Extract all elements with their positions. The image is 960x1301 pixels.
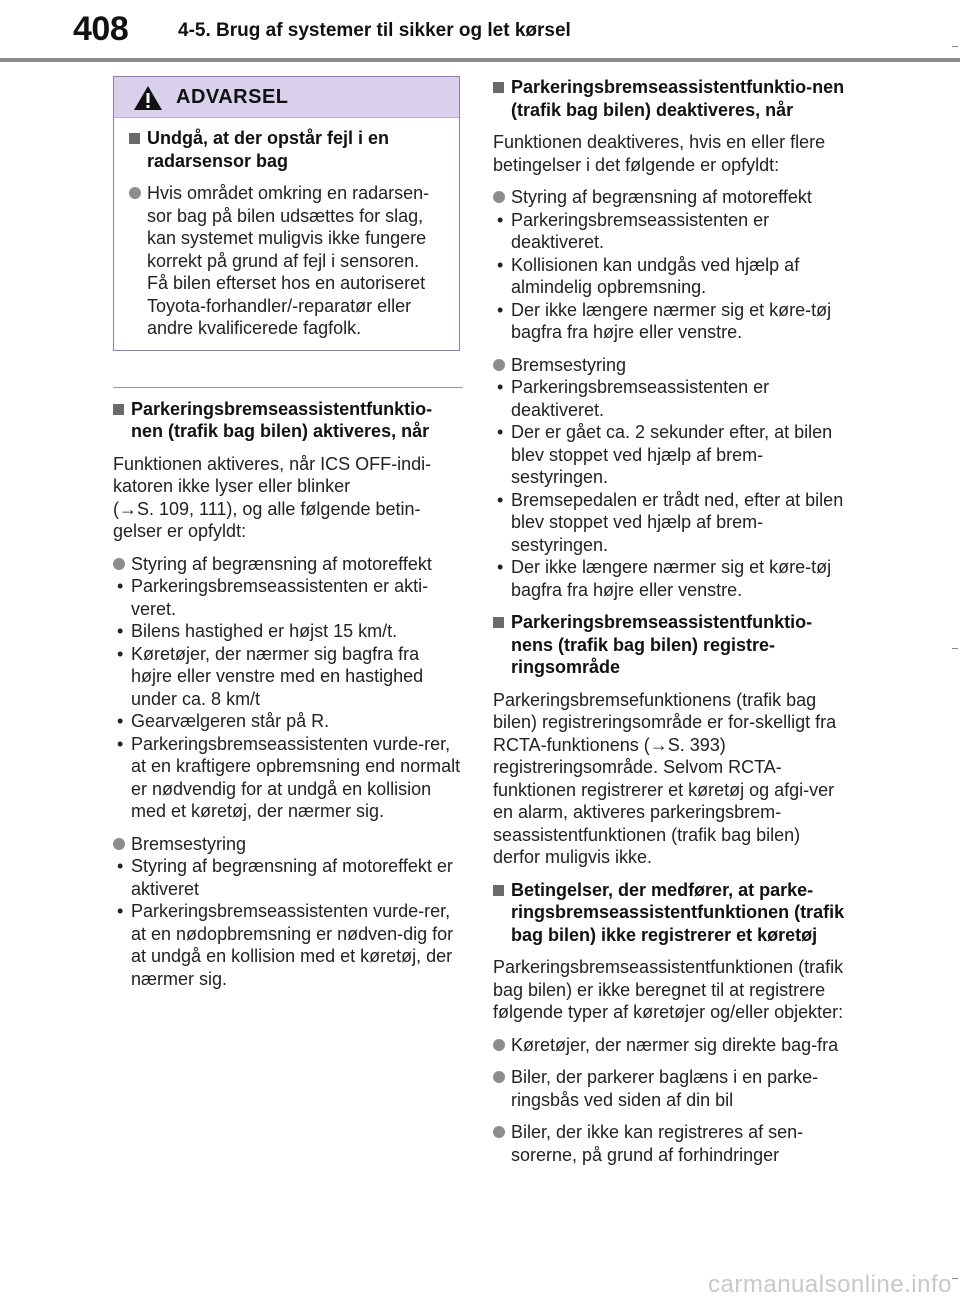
paragraph: Parkeringsbremseassistentfunktionen (trafik bag bilen) er ikke beregnet til at registrere følgende typer af køretøjer og/eller objekter: [493,957,844,1022]
page-header [0,0,960,64]
square-bullet-icon [493,617,504,628]
bullet-mark: • [117,643,124,664]
paragraph [113,453,463,543]
bullet-item [493,489,845,557]
group-title [113,833,463,856]
bullet-mark: • [497,209,504,230]
bullet-item [493,299,845,344]
group-title-text: Bremsestyring [131,833,247,854]
bullet-text: Parkeringsbremseassistenten er akti-veret. [131,576,429,619]
bullet-mark: • [117,576,124,596]
group-title [493,354,845,377]
bullet-item [113,620,463,643]
margin-tick [952,46,958,47]
section-heading [493,76,845,121]
circle-bullet-icon [493,1126,505,1138]
circle-bullet-icon [493,1039,505,1051]
bullet-mark: • [497,489,504,510]
circle-bullet-icon [493,359,505,371]
list-item [493,1034,845,1057]
list-item-text: Biler, der ikke kan registreres af sen-sorerne, på grund af forhindringer [511,1122,804,1165]
group-title-text: Styring af begrænsning af motoreffekt [511,187,812,207]
section-heading [113,398,463,443]
bullet-text: Parkeringsbremseassistenten er deaktiveret. [511,209,770,252]
header-rule [0,58,960,62]
bullet-text: Gearvælgeren står på R. [131,711,330,731]
bullet-item [113,643,463,711]
bullet-text: Parkeringsbremseassistenten vurde-rer, at en nødopbremsning er nødven-dig for at undgå en kollision med et køretøj, der nærmer sig. [131,901,454,989]
warning-triangle-icon [133,85,163,111]
page-number: 408 [73,10,129,48]
paragraph-line: (→S. 109, 111), og alle følgende betin-gelser er opfyldt: [113,498,421,541]
bullet-text: Der er gået ca. 2 sekunder efter, at bilen blev stoppet ved hjælp af brem-sestyringen. [511,422,833,487]
paragraph: Parkeringsbremsefunktionens (trafik bag bilen) registreringsområde er for-skelligt fra RCTA-funktionens (→S. 393) registreringsområde. Selvom RCTA-funktionen registrerer et køretøj og afgi-ver en alarm, aktiveres parkeringsbrem-seassistentfunktionen (trafik bag bilen) derfor muligvis ikke. [493,689,837,867]
margin-tick [952,648,958,649]
group-title [493,186,845,209]
bullet-text: Køretøjer, der nærmer sig bagfra fra højre eller venstre med en hastighed under ca. 8 km/t [131,643,424,709]
list-item-text: Køretøjer, der nærmer sig direkte bag-fra [511,1034,839,1055]
bullet-item [113,900,463,990]
list-item [493,1066,845,1111]
section-divider [113,387,463,388]
group-title-text: Styring af begrænsning af motoreffekt [131,553,432,574]
bullet-mark: • [497,254,504,275]
circle-bullet-icon [129,187,141,199]
warning-heading-text: Undgå, at der opstår fejl i en radarsensor bag [147,128,390,171]
bullet-item [113,855,463,900]
bullet-mark: • [117,621,124,641]
bullet-mark: • [117,711,124,731]
condition-group [493,354,845,602]
section-heading-text: Parkeringsbremseassistentfunktio-nen (trafik bag bilen) deaktiveres, når [511,77,845,120]
warning-heading [129,127,445,172]
section-heading-text: Parkeringsbremseassistentfunktio-nen (trafik bag bilen) aktiveres, når [131,398,433,441]
bullet-text: Der ikke længere nærmer sig et køre-tøj bagfra fra højre eller venstre. [511,299,832,342]
section-heading-text: Betingelser, der medfører, at parke-ringsbremseassistentfunktionen (trafik bag bilen) ikke registrerer et køretøj [511,879,845,945]
bullet-mark: • [497,422,504,442]
group-title [113,553,463,576]
square-bullet-icon [493,885,504,896]
warning-box [113,76,460,351]
bullet-text: Bremsepedalen er trådt ned, efter at bilen blev stoppet ved hjælp af brem-sestyringen. [511,489,844,555]
circle-bullet-icon [493,1071,505,1083]
square-bullet-icon [113,404,124,415]
bullet-item [493,376,845,421]
section-heading-text: Parkeringsbremseassistentfunktio-nens (trafik bag bilen) registre-ringsområde [511,612,813,677]
condition-group [113,833,463,991]
bullet-mark: • [117,856,124,876]
bullet-text: Styring af begrænsning af motoreffekt er aktiveret [131,856,453,899]
circle-bullet-icon [493,191,505,203]
group-title-text: Bremsestyring [511,354,627,375]
list-item-text: Biler, der parkerer baglæns i en parke-ringsbås ved siden af din bil [511,1067,819,1110]
bullet-mark: • [497,299,504,320]
paragraph-line: Funktionen aktiveres, når ICS OFF-indi-katoren ikke lyser eller blinker [113,453,432,496]
warning-body [114,118,459,350]
bullet-item [493,421,845,489]
bullet-mark: • [497,557,504,577]
warning-item-text: Hvis området omkring en radarsen-sor bag på bilen udsættes for slag, kan systemet muligvis ikke fungere korrekt på grund af fejl i sensoren. Få bilen efterset hos en autoriseret Toyota-forhandler/-reparatør eller andre kvalificerede fagfolk. [147,183,430,338]
bullet-mark: • [117,901,124,921]
bullet-text: Bilens hastighed er højst 15 km/t. [131,621,398,641]
right-column [493,76,845,1176]
condition-group [493,186,845,344]
bullet-mark: • [117,733,124,754]
square-bullet-icon [129,133,140,144]
paragraph: Funktionen deaktiveres, hvis en eller flere betingelser i det følgende er opfyldt: [493,132,826,175]
bullet-mark: • [497,377,504,397]
condition-group [113,553,463,823]
left-column [113,76,463,1000]
bullet-text: Kollisionen kan undgås ved hjælp af almindelig opbremsning. [511,254,800,297]
bullet-text: Der ikke længere nærmer sig et køre-tøj bagfra fra højre eller venstre. [511,557,832,600]
bullet-text: Parkeringsbremseassistenten er deaktiveret. [511,377,770,420]
section-heading [493,879,845,947]
warning-title: ADVARSEL [176,86,289,108]
watermark: carmanualsonline.info [708,1271,952,1298]
circle-bullet-icon [113,838,125,850]
bullet-text: Parkeringsbremseassistenten vurde-rer, at en kraftigere opbremsning end normalt er nødvendig for at undgå en kollision med et køretøj, der nærmer sig. [131,733,461,821]
bullet-item [493,209,845,254]
warning-item [129,182,445,340]
section-title: 4-5. Brug af systemer til sikker og let kørsel [178,20,571,41]
bullet-item [493,556,845,601]
warning-header [114,77,459,118]
section-heading [493,611,845,679]
bullet-item [493,254,845,299]
bullet-item [113,575,463,620]
bullet-item [113,733,463,823]
square-bullet-icon [493,82,504,93]
margin-tick [952,1278,958,1279]
circle-bullet-icon [113,558,125,570]
list-item [493,1121,845,1166]
bullet-item [113,710,463,733]
